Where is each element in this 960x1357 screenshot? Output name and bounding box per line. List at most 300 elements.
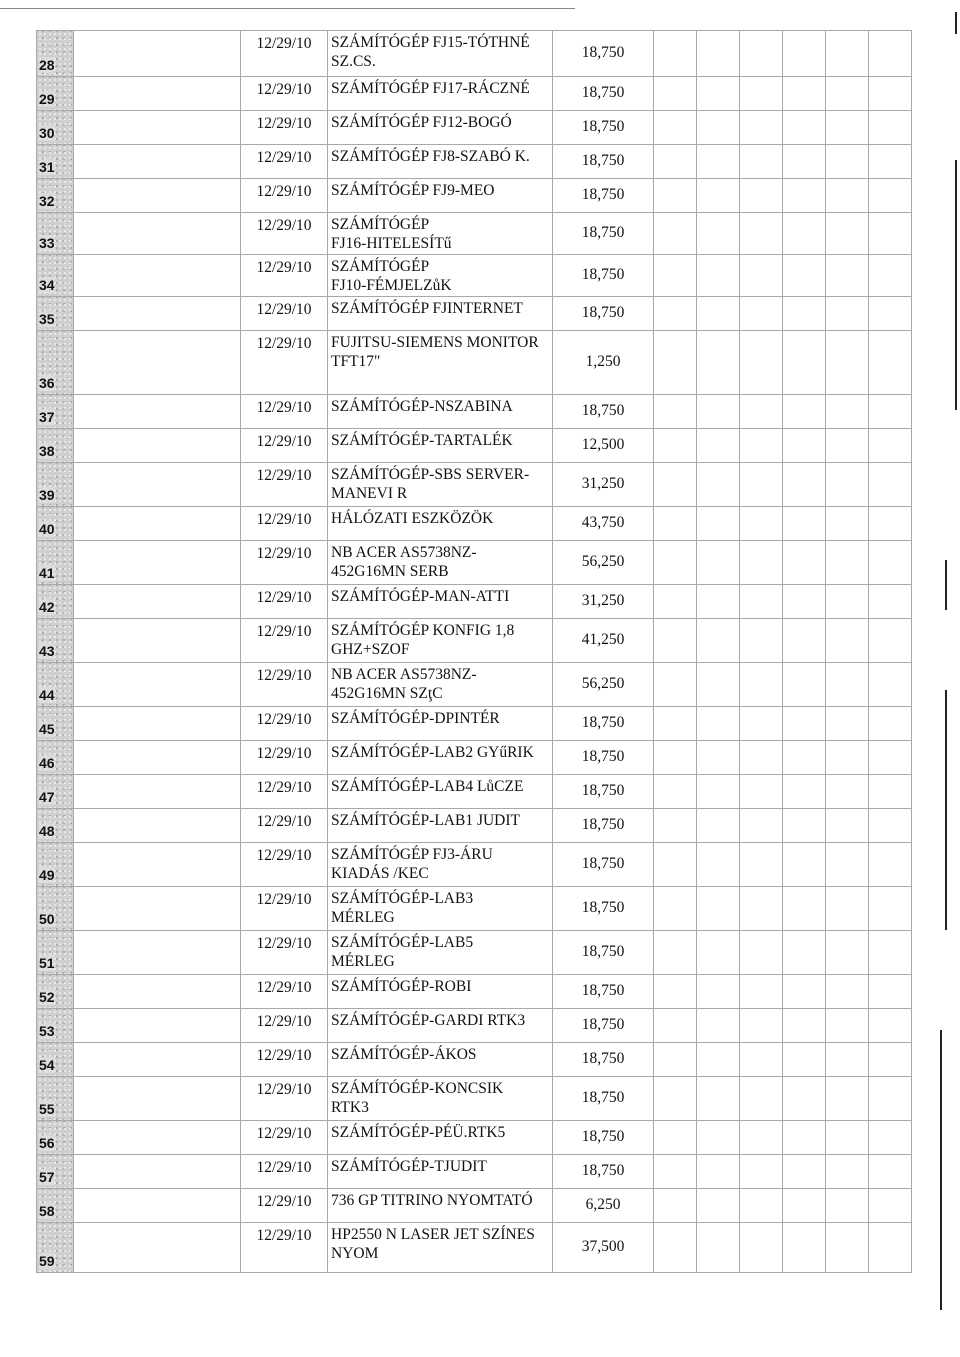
- row-description: SZÁMÍTÓGÉP FJ8-SZABÓ K.: [328, 145, 553, 179]
- empty-cell: [697, 1223, 740, 1273]
- empty-cell: [826, 663, 869, 707]
- empty-cell: [783, 975, 826, 1009]
- empty-cell: [783, 1155, 826, 1189]
- row-date: 12/29/10: [241, 255, 328, 297]
- empty-cell: [826, 887, 869, 931]
- empty-cell: [783, 395, 826, 429]
- scan-edge-mark: [945, 690, 947, 930]
- row-number: [37, 619, 74, 663]
- table-row: [37, 585, 912, 619]
- table-row: [37, 1077, 912, 1121]
- empty-cell: [697, 463, 740, 507]
- empty-cell: [654, 541, 697, 585]
- row-date: 12/29/10: [241, 463, 328, 507]
- row-date: 12/29/10: [241, 331, 328, 395]
- empty-cell: [740, 507, 783, 541]
- table-row: [37, 931, 912, 975]
- table-row: [37, 331, 912, 395]
- empty-cell: [740, 1155, 783, 1189]
- table-row: [37, 255, 912, 297]
- row-description: SZÁMÍTÓGÉP-MAN-ATTI: [328, 585, 553, 619]
- blank-cell: [74, 111, 241, 145]
- row-number: [37, 31, 74, 77]
- empty-cell: [783, 1009, 826, 1043]
- empty-cell: [826, 297, 869, 331]
- empty-cell: [654, 741, 697, 775]
- empty-cell: [740, 585, 783, 619]
- empty-cell: [783, 31, 826, 77]
- row-number-label: 35: [39, 311, 55, 328]
- row-value: 18,750: [553, 775, 654, 809]
- row-date: 12/29/10: [241, 213, 328, 255]
- empty-cell: [783, 741, 826, 775]
- row-description: SZÁMÍTÓGÉP-GARDI RTK3: [328, 1009, 553, 1043]
- table-row: [37, 429, 912, 463]
- empty-cell: [869, 77, 912, 111]
- empty-cell: [783, 297, 826, 331]
- blank-cell: [74, 741, 241, 775]
- row-number-label: 40: [39, 521, 55, 538]
- row-number-label: 42: [39, 599, 55, 616]
- empty-cell: [869, 707, 912, 741]
- row-description: SZÁMÍTÓGÉP-LAB2 GYűRIK: [328, 741, 553, 775]
- row-number: [37, 77, 74, 111]
- blank-cell: [74, 1009, 241, 1043]
- empty-cell: [869, 1189, 912, 1223]
- empty-cell: [826, 707, 869, 741]
- empty-cell: [697, 213, 740, 255]
- empty-cell: [826, 331, 869, 395]
- empty-cell: [654, 1009, 697, 1043]
- empty-cell: [869, 213, 912, 255]
- empty-cell: [654, 255, 697, 297]
- table-row: [37, 213, 912, 255]
- row-date: 12/29/10: [241, 1121, 328, 1155]
- blank-cell: [74, 31, 241, 77]
- empty-cell: [697, 145, 740, 179]
- row-value: 18,750: [553, 395, 654, 429]
- empty-cell: [697, 1077, 740, 1121]
- row-description: SZÁMÍTÓGÉP-ROBI: [328, 975, 553, 1009]
- row-description: SZÁMÍTÓGÉP-LAB4 LůCZE: [328, 775, 553, 809]
- table-row: [37, 1043, 912, 1077]
- empty-cell: [826, 429, 869, 463]
- empty-cell: [783, 429, 826, 463]
- empty-cell: [869, 619, 912, 663]
- empty-cell: [654, 1043, 697, 1077]
- row-description: SZÁMÍTÓGÉP-DPINTÉR: [328, 707, 553, 741]
- row-number: [37, 179, 74, 213]
- empty-cell: [654, 619, 697, 663]
- empty-cell: [869, 809, 912, 843]
- blank-cell: [74, 887, 241, 931]
- empty-cell: [740, 145, 783, 179]
- blank-cell: [74, 1121, 241, 1155]
- row-value: 18,750: [553, 707, 654, 741]
- row-value: 41,250: [553, 619, 654, 663]
- row-number-label: 37: [39, 409, 55, 426]
- blank-cell: [74, 707, 241, 741]
- empty-cell: [826, 1009, 869, 1043]
- row-date: 12/29/10: [241, 741, 328, 775]
- empty-cell: [783, 111, 826, 145]
- empty-cell: [697, 331, 740, 395]
- empty-cell: [826, 145, 869, 179]
- row-number: [37, 663, 74, 707]
- row-description: SZÁMÍTÓGÉP FJ16-HITELESÍTű: [328, 213, 553, 255]
- table-row: [37, 887, 912, 931]
- row-number: [37, 213, 74, 255]
- row-date: 12/29/10: [241, 297, 328, 331]
- row-number: [37, 297, 74, 331]
- empty-cell: [654, 1223, 697, 1273]
- empty-cell: [826, 975, 869, 1009]
- empty-cell: [654, 1189, 697, 1223]
- empty-cell: [654, 331, 697, 395]
- empty-cell: [654, 213, 697, 255]
- row-number: [37, 775, 74, 809]
- empty-cell: [697, 179, 740, 213]
- row-date: 12/29/10: [241, 1043, 328, 1077]
- empty-cell: [697, 741, 740, 775]
- row-value: 18,750: [553, 255, 654, 297]
- row-number: [37, 1077, 74, 1121]
- empty-cell: [783, 1077, 826, 1121]
- empty-cell: [826, 1155, 869, 1189]
- row-number-label: 36: [39, 375, 55, 392]
- row-date: 12/29/10: [241, 707, 328, 741]
- row-date: 12/29/10: [241, 145, 328, 179]
- empty-cell: [697, 1189, 740, 1223]
- row-value: 18,750: [553, 843, 654, 887]
- blank-cell: [74, 255, 241, 297]
- empty-cell: [740, 809, 783, 843]
- row-number: [37, 1121, 74, 1155]
- empty-cell: [654, 145, 697, 179]
- empty-cell: [869, 1155, 912, 1189]
- empty-cell: [740, 463, 783, 507]
- blank-cell: [74, 1189, 241, 1223]
- row-description: SZÁMÍTÓGÉP FJINTERNET: [328, 297, 553, 331]
- empty-cell: [826, 843, 869, 887]
- empty-cell: [783, 1043, 826, 1077]
- blank-cell: [74, 507, 241, 541]
- empty-cell: [697, 507, 740, 541]
- empty-cell: [869, 663, 912, 707]
- scan-edge-mark: [945, 560, 947, 610]
- empty-cell: [654, 663, 697, 707]
- blank-cell: [74, 663, 241, 707]
- empty-cell: [697, 619, 740, 663]
- empty-cell: [740, 111, 783, 145]
- row-description: SZÁMÍTÓGÉP-KONCSIK RTK3: [328, 1077, 553, 1121]
- empty-cell: [740, 887, 783, 931]
- table-row: [37, 297, 912, 331]
- row-value: 31,250: [553, 585, 654, 619]
- empty-cell: [869, 1077, 912, 1121]
- empty-cell: [697, 931, 740, 975]
- table-row: [37, 463, 912, 507]
- empty-cell: [826, 507, 869, 541]
- row-description: SZÁMÍTÓGÉP-ÁKOS: [328, 1043, 553, 1077]
- row-description: SZÁMÍTÓGÉP-LAB3 MÉRLEG: [328, 887, 553, 931]
- table-row: [37, 975, 912, 1009]
- empty-cell: [869, 507, 912, 541]
- row-value: 18,750: [553, 1155, 654, 1189]
- row-number: [37, 463, 74, 507]
- table-row: [37, 809, 912, 843]
- empty-cell: [783, 1121, 826, 1155]
- empty-cell: [869, 541, 912, 585]
- empty-cell: [697, 541, 740, 585]
- table-row: [37, 1009, 912, 1043]
- row-description: SZÁMÍTÓGÉP FJ15-TÓTHNÉ SZ.CS.: [328, 31, 553, 77]
- empty-cell: [654, 775, 697, 809]
- row-date: 12/29/10: [241, 1155, 328, 1189]
- empty-cell: [826, 1121, 869, 1155]
- row-date: 12/29/10: [241, 887, 328, 931]
- table-row: [37, 77, 912, 111]
- empty-cell: [869, 975, 912, 1009]
- empty-cell: [654, 507, 697, 541]
- table-row: [37, 775, 912, 809]
- empty-cell: [783, 77, 826, 111]
- empty-cell: [697, 887, 740, 931]
- empty-cell: [740, 297, 783, 331]
- row-number: [37, 1223, 74, 1273]
- table-row: [37, 395, 912, 429]
- table-row: [37, 843, 912, 887]
- empty-cell: [783, 541, 826, 585]
- empty-cell: [869, 395, 912, 429]
- row-number-label: 58: [39, 1203, 55, 1220]
- row-number-label: 48: [39, 823, 55, 840]
- empty-cell: [869, 255, 912, 297]
- empty-cell: [740, 663, 783, 707]
- empty-cell: [740, 707, 783, 741]
- empty-cell: [740, 1009, 783, 1043]
- blank-cell: [74, 297, 241, 331]
- empty-cell: [697, 1155, 740, 1189]
- row-value: 18,750: [553, 31, 654, 77]
- empty-cell: [740, 1121, 783, 1155]
- blank-cell: [74, 775, 241, 809]
- table-row: [37, 1189, 912, 1223]
- row-number: [37, 1189, 74, 1223]
- row-description: SZÁMÍTÓGÉP FJ10-FÉMJELZůK: [328, 255, 553, 297]
- row-number-label: 43: [39, 643, 55, 660]
- empty-cell: [783, 507, 826, 541]
- empty-cell: [869, 331, 912, 395]
- row-number: [37, 887, 74, 931]
- empty-cell: [783, 179, 826, 213]
- empty-cell: [740, 1223, 783, 1273]
- empty-cell: [697, 663, 740, 707]
- empty-cell: [740, 331, 783, 395]
- empty-cell: [783, 1223, 826, 1273]
- empty-cell: [740, 541, 783, 585]
- blank-cell: [74, 1043, 241, 1077]
- row-date: 12/29/10: [241, 809, 328, 843]
- row-date: 12/29/10: [241, 541, 328, 585]
- row-value: 56,250: [553, 541, 654, 585]
- empty-cell: [654, 1155, 697, 1189]
- empty-cell: [826, 619, 869, 663]
- blank-cell: [74, 213, 241, 255]
- row-date: 12/29/10: [241, 429, 328, 463]
- row-description: SZÁMÍTÓGÉP FJ12-BOGÓ: [328, 111, 553, 145]
- empty-cell: [826, 775, 869, 809]
- row-description: NB ACER AS5738NZ- 452G16MN SZţC: [328, 663, 553, 707]
- empty-cell: [740, 775, 783, 809]
- table-row: [37, 1121, 912, 1155]
- row-value: 18,750: [553, 1009, 654, 1043]
- blank-cell: [74, 585, 241, 619]
- row-description: HÁLÓZATI ESZKÖZÖK: [328, 507, 553, 541]
- empty-cell: [783, 843, 826, 887]
- empty-cell: [783, 887, 826, 931]
- row-description: SZÁMÍTÓGÉP-NSZABINA: [328, 395, 553, 429]
- row-number: [37, 843, 74, 887]
- empty-cell: [697, 77, 740, 111]
- blank-cell: [74, 145, 241, 179]
- empty-cell: [654, 31, 697, 77]
- blank-cell: [74, 843, 241, 887]
- empty-cell: [869, 585, 912, 619]
- blank-cell: [74, 1223, 241, 1273]
- empty-cell: [697, 775, 740, 809]
- empty-cell: [826, 77, 869, 111]
- row-value: 18,750: [553, 213, 654, 255]
- row-number: [37, 741, 74, 775]
- row-value: 18,750: [553, 1043, 654, 1077]
- row-number-label: 45: [39, 721, 55, 738]
- empty-cell: [740, 179, 783, 213]
- row-value: 18,750: [553, 887, 654, 931]
- row-number-label: 52: [39, 989, 55, 1006]
- empty-cell: [783, 145, 826, 179]
- empty-cell: [697, 297, 740, 331]
- empty-cell: [826, 1189, 869, 1223]
- empty-cell: [826, 111, 869, 145]
- blank-cell: [74, 395, 241, 429]
- row-date: 12/29/10: [241, 179, 328, 213]
- empty-cell: [697, 707, 740, 741]
- empty-cell: [654, 179, 697, 213]
- row-value: 18,750: [553, 297, 654, 331]
- row-number: [37, 507, 74, 541]
- empty-cell: [783, 1189, 826, 1223]
- empty-cell: [869, 843, 912, 887]
- empty-cell: [654, 975, 697, 1009]
- empty-cell: [654, 77, 697, 111]
- empty-cell: [783, 663, 826, 707]
- empty-cell: [869, 297, 912, 331]
- empty-cell: [826, 741, 869, 775]
- empty-cell: [869, 1121, 912, 1155]
- row-value: 18,750: [553, 931, 654, 975]
- empty-cell: [869, 1009, 912, 1043]
- empty-cell: [654, 1121, 697, 1155]
- row-number-label: 39: [39, 487, 55, 504]
- blank-cell: [74, 1077, 241, 1121]
- empty-cell: [869, 463, 912, 507]
- row-number-label: 28: [39, 57, 55, 74]
- table-row: [37, 1155, 912, 1189]
- empty-cell: [697, 585, 740, 619]
- empty-cell: [783, 619, 826, 663]
- row-number: [37, 1155, 74, 1189]
- row-number-label: 51: [39, 955, 55, 972]
- row-number: [37, 541, 74, 585]
- empty-cell: [783, 931, 826, 975]
- row-value: 18,750: [553, 741, 654, 775]
- row-date: 12/29/10: [241, 77, 328, 111]
- asset-table-body: [37, 31, 912, 1273]
- empty-cell: [697, 31, 740, 77]
- row-description: SZÁMÍTÓGÉP-TJUDIT: [328, 1155, 553, 1189]
- empty-cell: [826, 1077, 869, 1121]
- table-row: [37, 663, 912, 707]
- row-value: 1,250: [553, 331, 654, 395]
- empty-cell: [740, 741, 783, 775]
- row-number-label: 47: [39, 789, 55, 806]
- empty-cell: [826, 809, 869, 843]
- empty-cell: [869, 31, 912, 77]
- table-row: [37, 541, 912, 585]
- row-date: 12/29/10: [241, 663, 328, 707]
- empty-cell: [869, 145, 912, 179]
- empty-cell: [654, 887, 697, 931]
- empty-cell: [783, 707, 826, 741]
- empty-cell: [654, 585, 697, 619]
- row-number-label: 49: [39, 867, 55, 884]
- row-number: [37, 255, 74, 297]
- empty-cell: [826, 463, 869, 507]
- row-date: 12/29/10: [241, 931, 328, 975]
- empty-cell: [869, 741, 912, 775]
- row-number-label: 50: [39, 911, 55, 928]
- empty-cell: [654, 1077, 697, 1121]
- table-row: [37, 145, 912, 179]
- row-number-label: 46: [39, 755, 55, 772]
- row-description: SZÁMÍTÓGÉP KONFIG 1,8 GHZ+SZOF: [328, 619, 553, 663]
- empty-cell: [826, 31, 869, 77]
- empty-cell: [740, 1077, 783, 1121]
- empty-cell: [697, 843, 740, 887]
- empty-cell: [740, 255, 783, 297]
- row-description: 736 GP TITRINO NYOMTATÓ: [328, 1189, 553, 1223]
- row-number-label: 57: [39, 1169, 55, 1186]
- row-value: 18,750: [553, 975, 654, 1009]
- empty-cell: [740, 843, 783, 887]
- row-number: [37, 809, 74, 843]
- empty-cell: [654, 931, 697, 975]
- row-number-label: 56: [39, 1135, 55, 1152]
- empty-cell: [740, 619, 783, 663]
- blank-cell: [74, 429, 241, 463]
- row-number-label: 29: [39, 91, 55, 108]
- row-value: 18,750: [553, 179, 654, 213]
- row-number-label: 59: [39, 1253, 55, 1270]
- table-row: [37, 111, 912, 145]
- empty-cell: [740, 931, 783, 975]
- empty-cell: [697, 809, 740, 843]
- row-date: 12/29/10: [241, 1077, 328, 1121]
- blank-cell: [74, 463, 241, 507]
- row-date: 12/29/10: [241, 1223, 328, 1273]
- empty-cell: [654, 463, 697, 507]
